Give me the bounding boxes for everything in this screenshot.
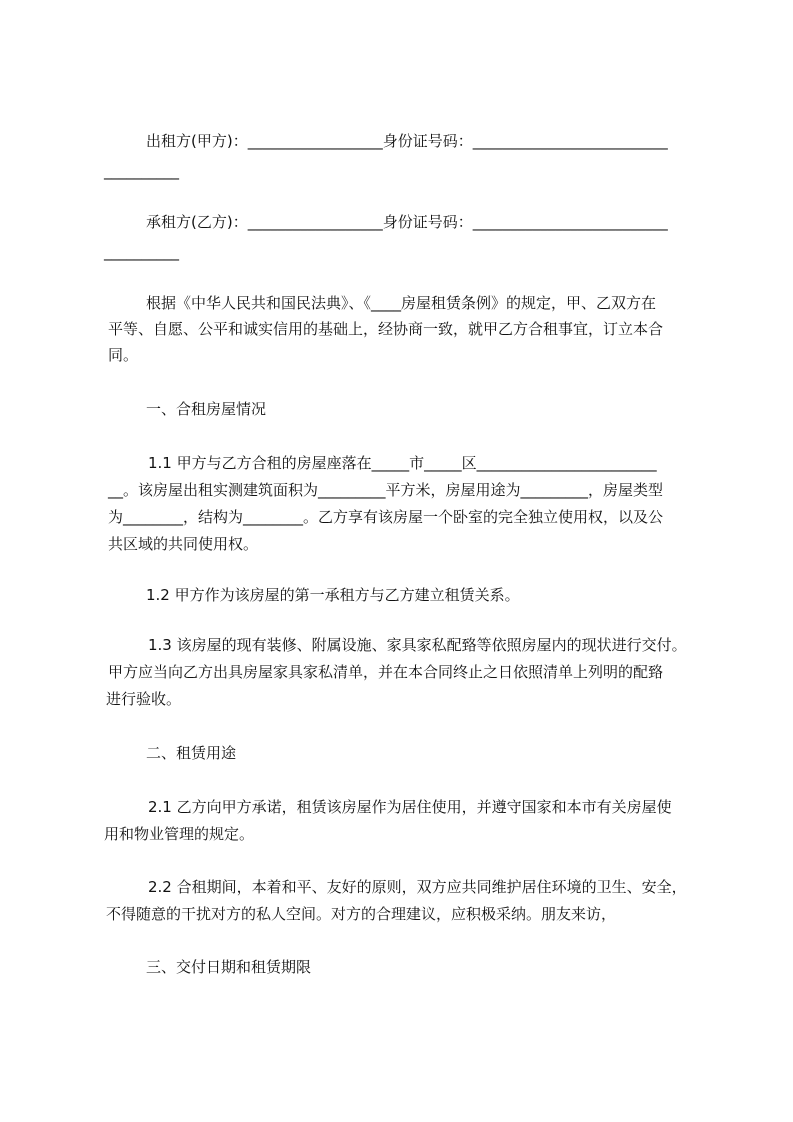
intro-paragraph-line: 同。 <box>108 346 139 364</box>
section-heading-3: 三、交付日期和租赁期限 <box>146 958 312 976</box>
clause-2-1-line: 用和物业管理的规定。 <box>104 825 255 843</box>
intro-paragraph-line: 根据《中华人民共和国民法典》、《____房屋租赁条例》的规定，甲、乙双方在 <box>146 294 657 312</box>
clause-1-3-line: 1.3 该房屋的现有装修、附属设施、家具家私配臵等依照房屋内的现状进行交付。 <box>148 636 687 654</box>
intro-paragraph-line: 平等、自愿、公平和诚实信用的基础上，经协商一致，就甲乙方合租事宜，订立本合 <box>108 320 664 338</box>
clause-1-2-line: 1.2 甲方作为该房屋的第一承租方与乙方建立租赁关系。 <box>146 586 520 604</box>
section-heading-2: 二、租赁用途 <box>146 744 237 762</box>
lessor-line-continuation: __________ <box>104 162 179 180</box>
clause-2-2-line: 2.2 合租期间，本着和平、友好的原则，双方应共同维护居住环境的卫生、安全， <box>148 878 687 896</box>
clause-1-3-line: 甲方应当向乙方出具房屋家具家私清单，并在本合同终止之日依照清单上列明的配臵 <box>108 663 664 681</box>
lessor-line: 出租方(甲方)：__________________身份证号码：__________________________ <box>146 132 668 150</box>
lessee-line-continuation: __________ <box>104 243 179 261</box>
clause-1-1-line: 为________，结构为________。乙方享有该房屋一个卧室的完全独立使用权，以及公 <box>108 508 664 526</box>
clause-1-3-line: 进行验收。 <box>106 690 182 708</box>
lessee-line: 承租方(乙方)：__________________身份证号码：__________________________ <box>146 213 668 231</box>
clause-1-1-line: 共区域的共同使用权。 <box>108 535 259 553</box>
clause-1-1-line: 1.1 甲方与乙方合租的房屋座落在_____市_____区________________________ <box>148 454 657 472</box>
clause-1-1-line: __。该房屋出租实测建筑面积为_________平方米，房屋用途为_________，房屋类型 <box>108 481 664 499</box>
clause-2-2-line: 不得随意的干扰对方的私人空间。对方的合理建议，应积极采纳。朋友来访， <box>106 905 617 923</box>
clause-2-1-line: 2.1 乙方向甲方承诺，租赁该房屋作为居住使用，并遵守国家和本市有关房屋使 <box>148 798 672 816</box>
section-heading-1: 一、合租房屋情况 <box>146 400 267 418</box>
